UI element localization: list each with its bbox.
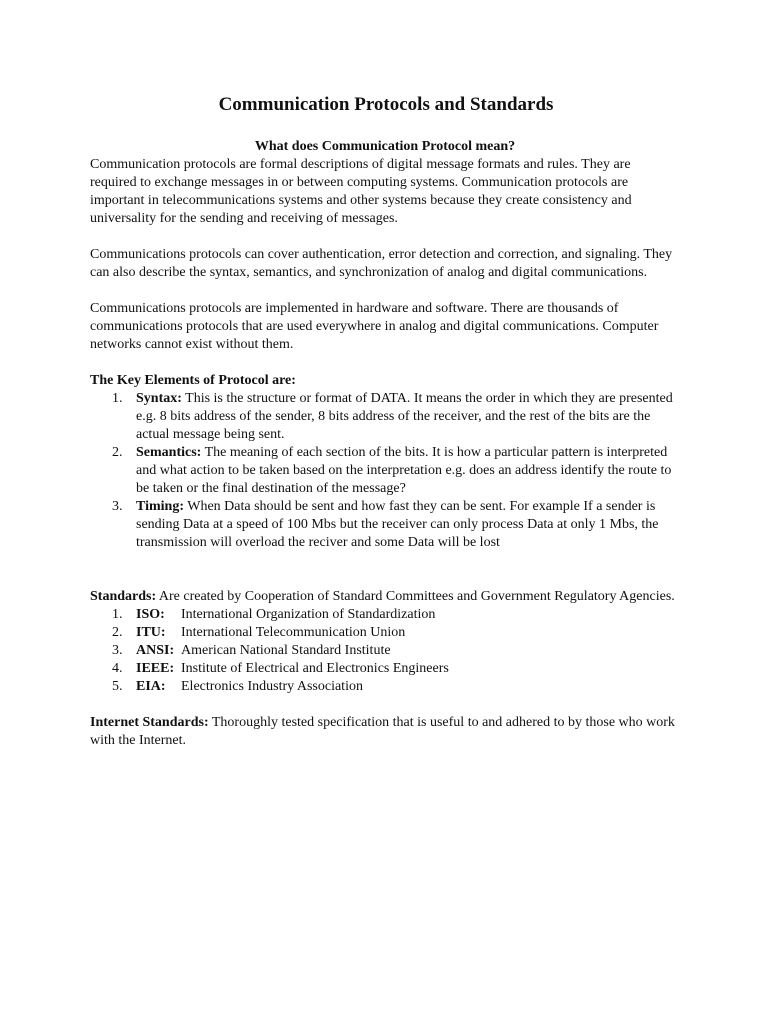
standard-abbr: ISO: (136, 607, 165, 622)
list-number: 5. (112, 679, 123, 694)
paragraph-implementation: Communications protocols are implemented in hardware and software. There are thousands of communications protocols that are used everywhere in analog and digital communications. Computer networks cannot exist without them. (90, 301, 659, 352)
document-page (90, 94, 680, 750)
list-item (90, 390, 680, 444)
list-text: The meaning of each section of the bits. It is how a particular pattern is interpreted and what action to be taken based on the interpretation e.g. does an address identify the route to be taken or the final destination of the message? (136, 445, 672, 496)
paragraph-coverage: Communications protocols can cover authentication, error detection and correction, and signaling. They can also describe the syntax, semantics, and synchronization of analog and digital communications. (90, 247, 673, 280)
list-text: When Data should be sent and how fast they can be sent. For example If a sender is sending Data at a speed of 100 Mbs but the receiver can only process Data at only 1 Mbs, the transmission will overload the reciver and some Data will be lost (136, 499, 659, 550)
internet-standards-label: Internet Standards: (90, 715, 209, 730)
list-term: Semantics: (136, 445, 202, 460)
list-term: Syntax: (136, 391, 182, 406)
list-item (90, 660, 680, 678)
list-item (90, 642, 680, 660)
internet-standards-text: Thoroughly tested specification that is useful to and adhered to by those who work with the Internet. (90, 715, 675, 748)
standard-abbr: IEEE: (136, 661, 175, 676)
standards-label: Standards: (90, 589, 157, 604)
standard-name: International Organization of Standardization (181, 607, 436, 622)
list-number: 3. (112, 499, 123, 514)
list-item (90, 678, 680, 696)
list-number: 1. (112, 607, 123, 622)
standard-name: International Telecommunication Union (181, 625, 406, 640)
standards-list (90, 606, 680, 696)
list-number: 3. (112, 643, 123, 658)
key-elements-list (90, 390, 680, 552)
list-term: Timing: (136, 499, 184, 514)
list-item (90, 498, 680, 552)
list-number: 2. (112, 625, 123, 640)
standard-abbr: ITU: (136, 625, 166, 640)
standards-text: Are created by Cooperation of Standard Committees and Government Regulatory Agencies. (156, 589, 675, 604)
standard-name: Electronics Industry Association (181, 679, 363, 694)
list-item (90, 606, 680, 624)
standards-paragraph (90, 588, 680, 606)
standard-name: American National Standard Institute (181, 643, 391, 658)
section-subheading: What does Communication Protocol mean? (254, 139, 516, 154)
list-number: 2. (112, 445, 123, 460)
list-number: 1. (112, 391, 123, 406)
standard-name: Institute of Electrical and Electronics Engineers (181, 661, 449, 676)
list-text: This is the structure or format of DATA. It means the order in which they are presented e.g. 8 bits address of the sender, 8 bits address of the receiver, and the rest of the bits are the actual message being sent. (136, 391, 673, 442)
standard-abbr: ANSI: (136, 643, 175, 658)
document-title: Communication Protocols and Standards (218, 94, 554, 115)
list-item (90, 624, 680, 642)
list-number: 4. (112, 661, 123, 676)
standard-abbr: EIA: (136, 679, 166, 694)
list-item (90, 444, 680, 498)
key-elements-heading: The Key Elements of Protocol are: (90, 373, 296, 388)
paragraph-definition: Communication protocols are formal descriptions of digital message formats and rules. They are required to exchange messages in or between computing systems. Communication protocols are important in telecommunications systems and other systems because they create consistency and universality for the sending and receiving of messages. (90, 157, 632, 226)
internet-standards-paragraph (90, 714, 680, 750)
